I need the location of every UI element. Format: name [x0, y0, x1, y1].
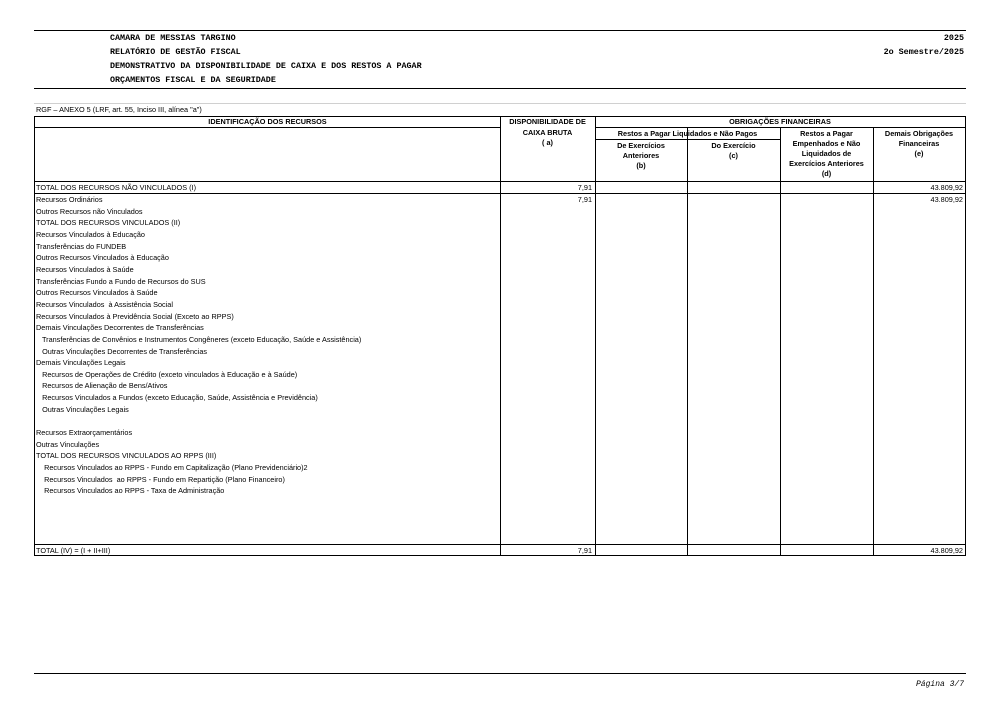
- report-title: RELATÓRIO DE GESTÃO FISCAL: [110, 47, 241, 57]
- footer-rule: [34, 673, 966, 674]
- col-header-d-line5: (d): [821, 169, 832, 178]
- budgets-title: ORÇAMENTOS FISCAL E DA SEGURIDADE: [110, 75, 276, 85]
- table-row-label: Recursos Extraorçamentários: [36, 428, 133, 437]
- page-number: Página 3/7: [915, 680, 964, 689]
- table-row-label: Transferências Fundo a Fundo de Recursos do SUS: [36, 276, 206, 286]
- table-row-label: Outras Vinculações: [36, 439, 100, 449]
- table-row-cash-a: 7,91: [577, 195, 592, 204]
- col-header-d-line4: Exercícios Anteriores: [789, 159, 864, 168]
- table-row-label: Recursos Vinculados à Saúde: [36, 264, 134, 274]
- table-row-label: Transferências do FUNDEB: [36, 241, 127, 251]
- annex-reference: RGF – ANEXO 5 (LRF, art. 55, Inciso III, alínea "a"): [36, 105, 202, 114]
- table-row-label: Recursos de Operações de Crédito (exceto vinculados à Educação e à Saúde): [36, 369, 298, 379]
- table-row-label: Transferências de Convênios e Instrumentos Congêneres (exceto Educação, Saúde e Assistência): [36, 334, 362, 344]
- table-row-label: Recursos Vinculados ao RPPS - Fundo em Repartição (Plano Financeiro): [36, 474, 285, 484]
- table-row-label: Recursos Ordinários: [36, 195, 103, 204]
- id-header-rule: [35, 127, 500, 128]
- obligations-header-rule: [595, 127, 965, 128]
- table-row-other-e: 43.809,92: [930, 195, 963, 204]
- col-header-e-line1: Demais Obrigações: [884, 129, 954, 138]
- col-header-d-line1: Restos a Pagar: [800, 129, 853, 138]
- liquidated-header-rule: [595, 139, 780, 140]
- header-top-rule: [34, 30, 966, 31]
- table-row-label: Outras Vinculações Legais: [36, 404, 129, 414]
- col-divider-b: [595, 117, 596, 555]
- table-row-label: Recursos de Alienação de Bens/Ativos: [36, 381, 168, 391]
- col-header-d-line2: Empenhados e Não: [792, 139, 861, 148]
- grand-total-e: 43.809,92: [930, 546, 963, 555]
- table-row-label: Recursos Vinculados ao RPPS - Taxa de Administração: [36, 486, 225, 496]
- table-row-label: Recursos Vinculados à Previdência Social (Exceto ao RPPS): [36, 311, 234, 321]
- col-header-rp-liquidated: Restos a Pagar Liquidados e Não Pagos: [617, 129, 758, 138]
- entity-name: CAMARA DE MESSIAS TARGINO: [110, 33, 236, 43]
- table-row-label: TOTAL DOS RECURSOS VINCULADOS AO RPPS (III): [36, 451, 217, 461]
- col-header-d-line3: Liquidados de: [801, 149, 852, 158]
- table-row-label: Demais Vinculações Legais: [36, 358, 126, 368]
- col-header-a-line1: DISPONIBILIDADE DE: [509, 117, 586, 126]
- table-row-label: Outras Vinculações Decorrentes de Transferências: [36, 346, 208, 356]
- col-header-e-line3: (e): [914, 149, 924, 158]
- header-bottom-rule: [34, 88, 966, 89]
- total-non-linked-a: 7,91: [577, 183, 592, 192]
- table-row-label: Outros Recursos Vinculados à Saúde: [36, 288, 158, 298]
- grand-total-label: TOTAL (IV) = (I + II+III): [36, 546, 111, 555]
- report-period: 2o Semestre/2025: [883, 47, 964, 57]
- table-row-label: Recursos Vinculados ao RPPS - Fundo em Capitalização (Plano Previdenciário)2: [36, 462, 308, 472]
- annex-rule: [34, 103, 966, 104]
- table-row-label: Recursos Vinculados à Educação: [36, 230, 145, 239]
- col-header-b-line1: De Exercícios: [617, 141, 665, 150]
- col-header-c-line2: (c): [729, 151, 738, 160]
- table-row-label: Demais Vinculações Decorrentes de Transferências: [36, 323, 204, 333]
- col-header-b-line3: (b): [636, 161, 646, 170]
- cash-availability-table: [34, 116, 966, 556]
- col-header-obligations: OBRIGAÇÕES FINANCEIRAS: [729, 117, 831, 126]
- col-header-e-line2: Financeiras: [898, 139, 940, 148]
- table-row-label: TOTAL DOS RECURSOS VINCULADOS (II): [36, 218, 181, 228]
- col-header-a-line3: ( a): [542, 138, 553, 147]
- col-header-b-line2: Anteriores: [622, 151, 660, 160]
- report-year: 2025: [943, 33, 964, 43]
- table-row-label: Recursos Vinculados à Assistência Social: [36, 299, 173, 309]
- table-row-label: Outros Recursos Vinculados à Educação: [36, 253, 169, 263]
- col-header-identification: IDENTIFICAÇÃO DOS RECURSOS: [208, 117, 327, 126]
- grand-total-a: 7,91: [577, 546, 592, 555]
- col-header-c-line1: Do Exercício: [711, 141, 756, 150]
- table-row-label: Recursos Vinculados a Fundos (exceto Educação, Saúde, Assistência e Previdência): [36, 393, 318, 403]
- total-non-linked-e: 43.809,92: [930, 183, 963, 192]
- statement-title: DEMONSTRATIVO DA DISPONIBILIDADE DE CAIXA E DOS RESTOS A PAGAR: [110, 61, 422, 71]
- total-non-linked-label: TOTAL DOS RECURSOS NÃO VINCULADOS (I): [36, 183, 197, 192]
- col-header-a-line2: CAIXA BRUTA: [522, 128, 573, 137]
- table-row-label: Outros Recursos não Vinculados: [36, 206, 143, 216]
